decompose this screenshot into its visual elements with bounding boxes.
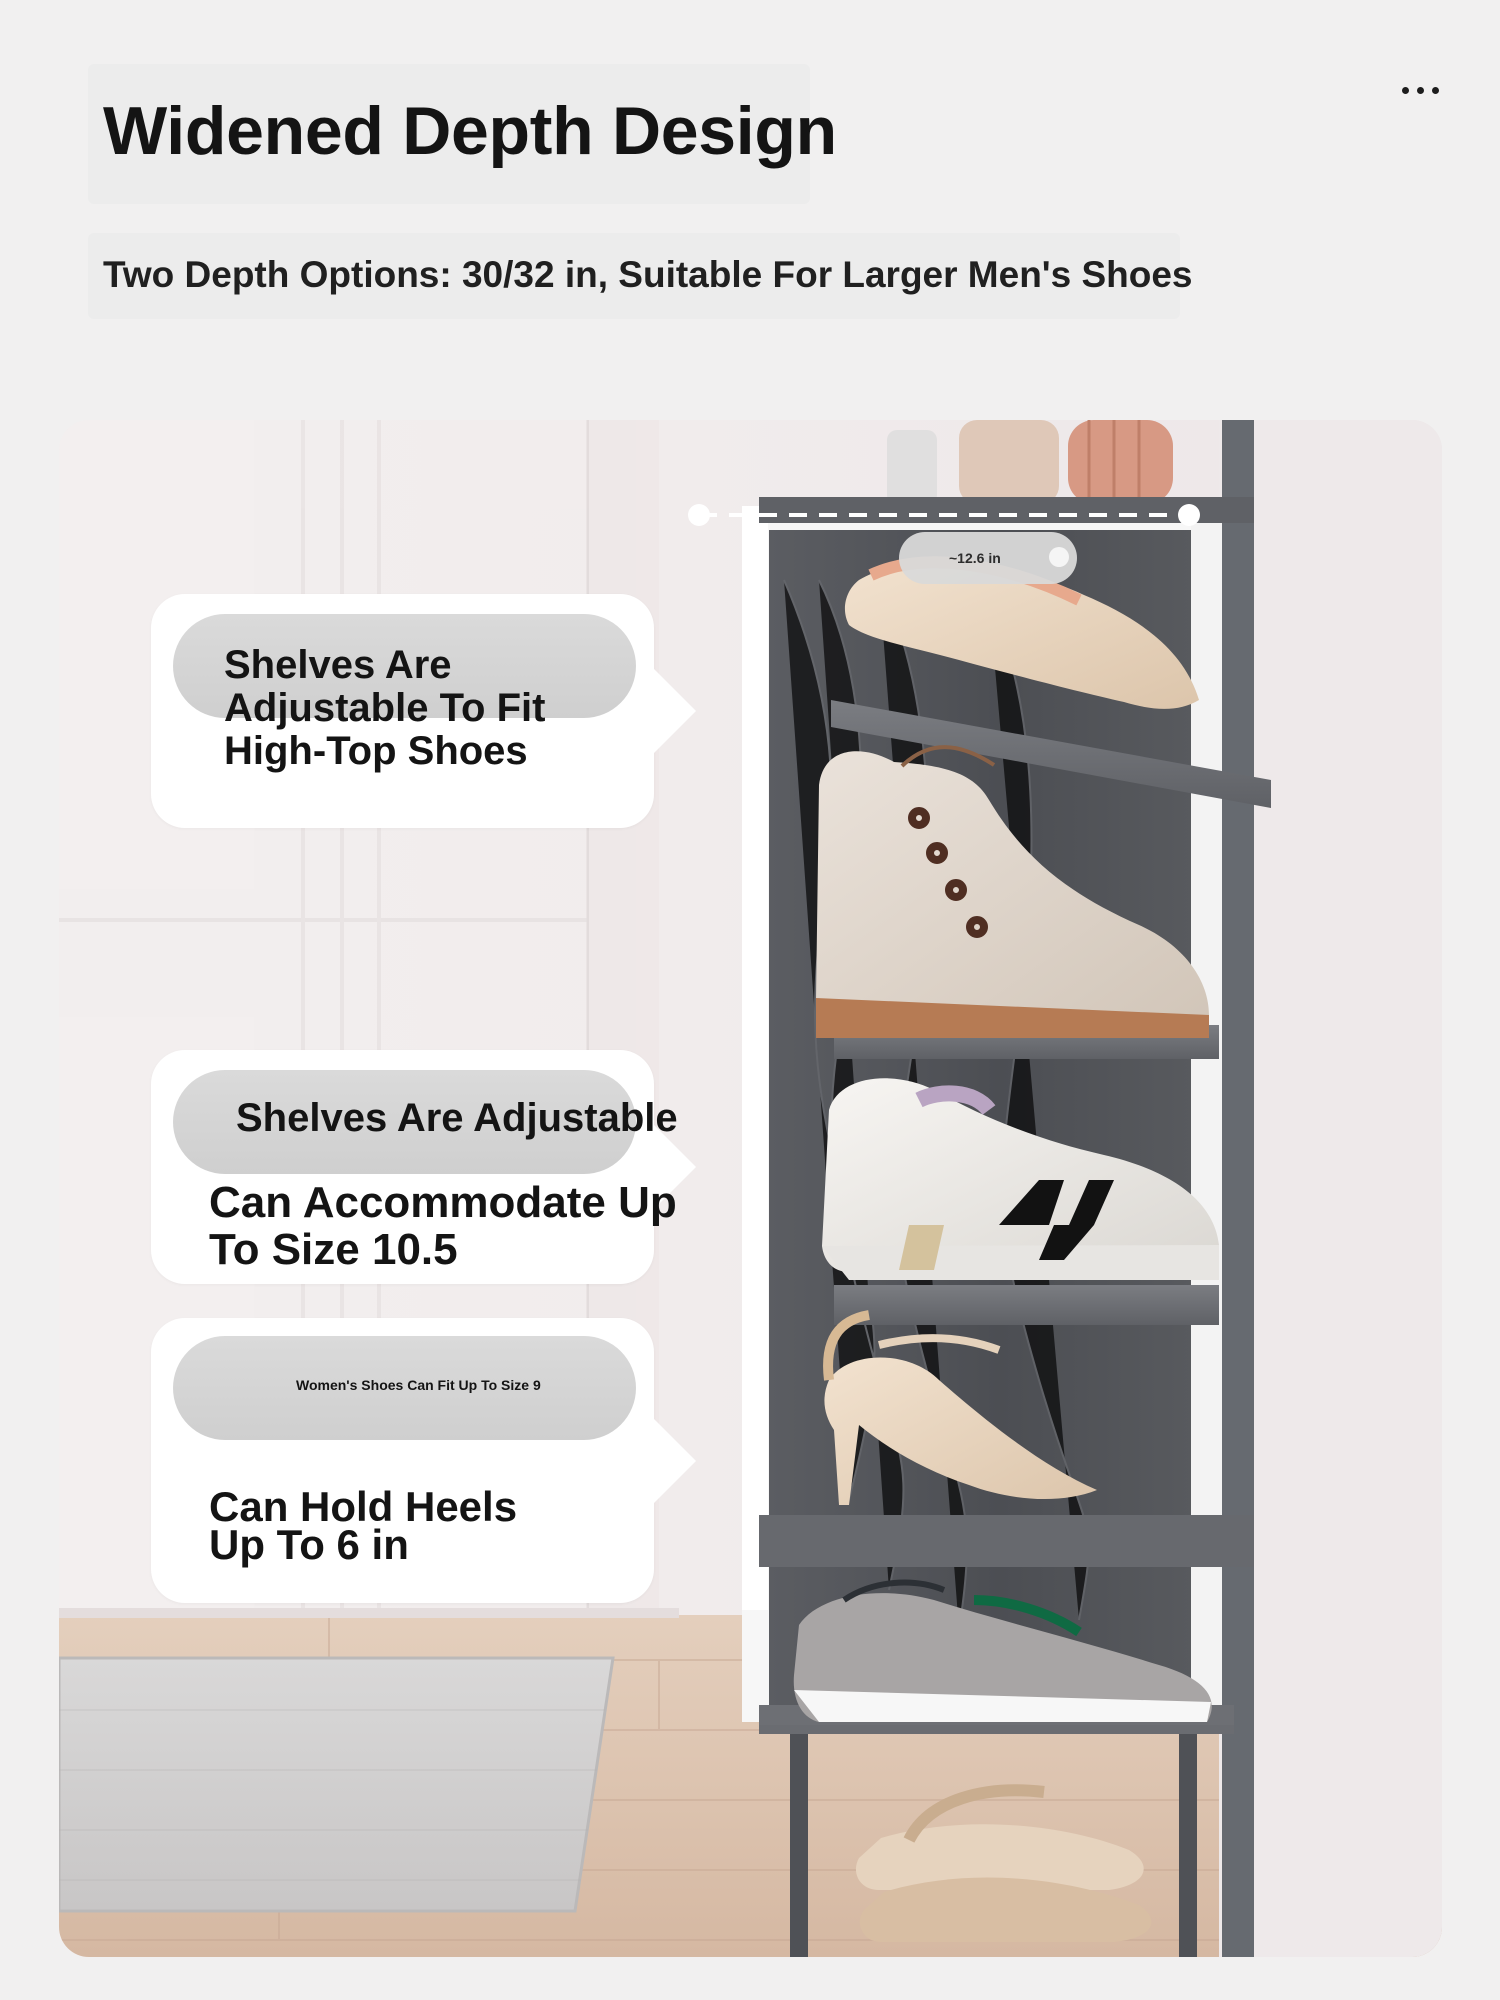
page-title: Widened Depth Design [103,93,837,169]
callout-heading-women-size: Women's Shoes Can Fit Up To Size 9 [296,1377,541,1393]
more-horizontal-icon [1402,87,1409,94]
more-horizontal-icon-dot [1432,87,1439,94]
more-options-button[interactable] [1390,70,1450,110]
dimension-label: ~12.6 in [949,550,1001,566]
baseboard [59,1608,679,1618]
floor-rug [59,1658,613,1911]
callout-heading-adjustable: Shelves Are Adjustable [236,1096,678,1140]
more-horizontal-icon-dot [1417,87,1424,94]
callout-text-high-top: Shelves Are Adjustable To Fit High-Top Shoes [224,643,546,773]
callout-text-size-10-5: Can Accommodate Up To Size 10.5 [209,1178,677,1274]
page-subtitle: Two Depth Options: 30/32 in, Suitable For Larger Men's Shoes [103,254,1193,295]
decor-objects [887,420,1173,505]
callout-text-heels: Can Hold Heels Up To 6 in [209,1483,518,1568]
